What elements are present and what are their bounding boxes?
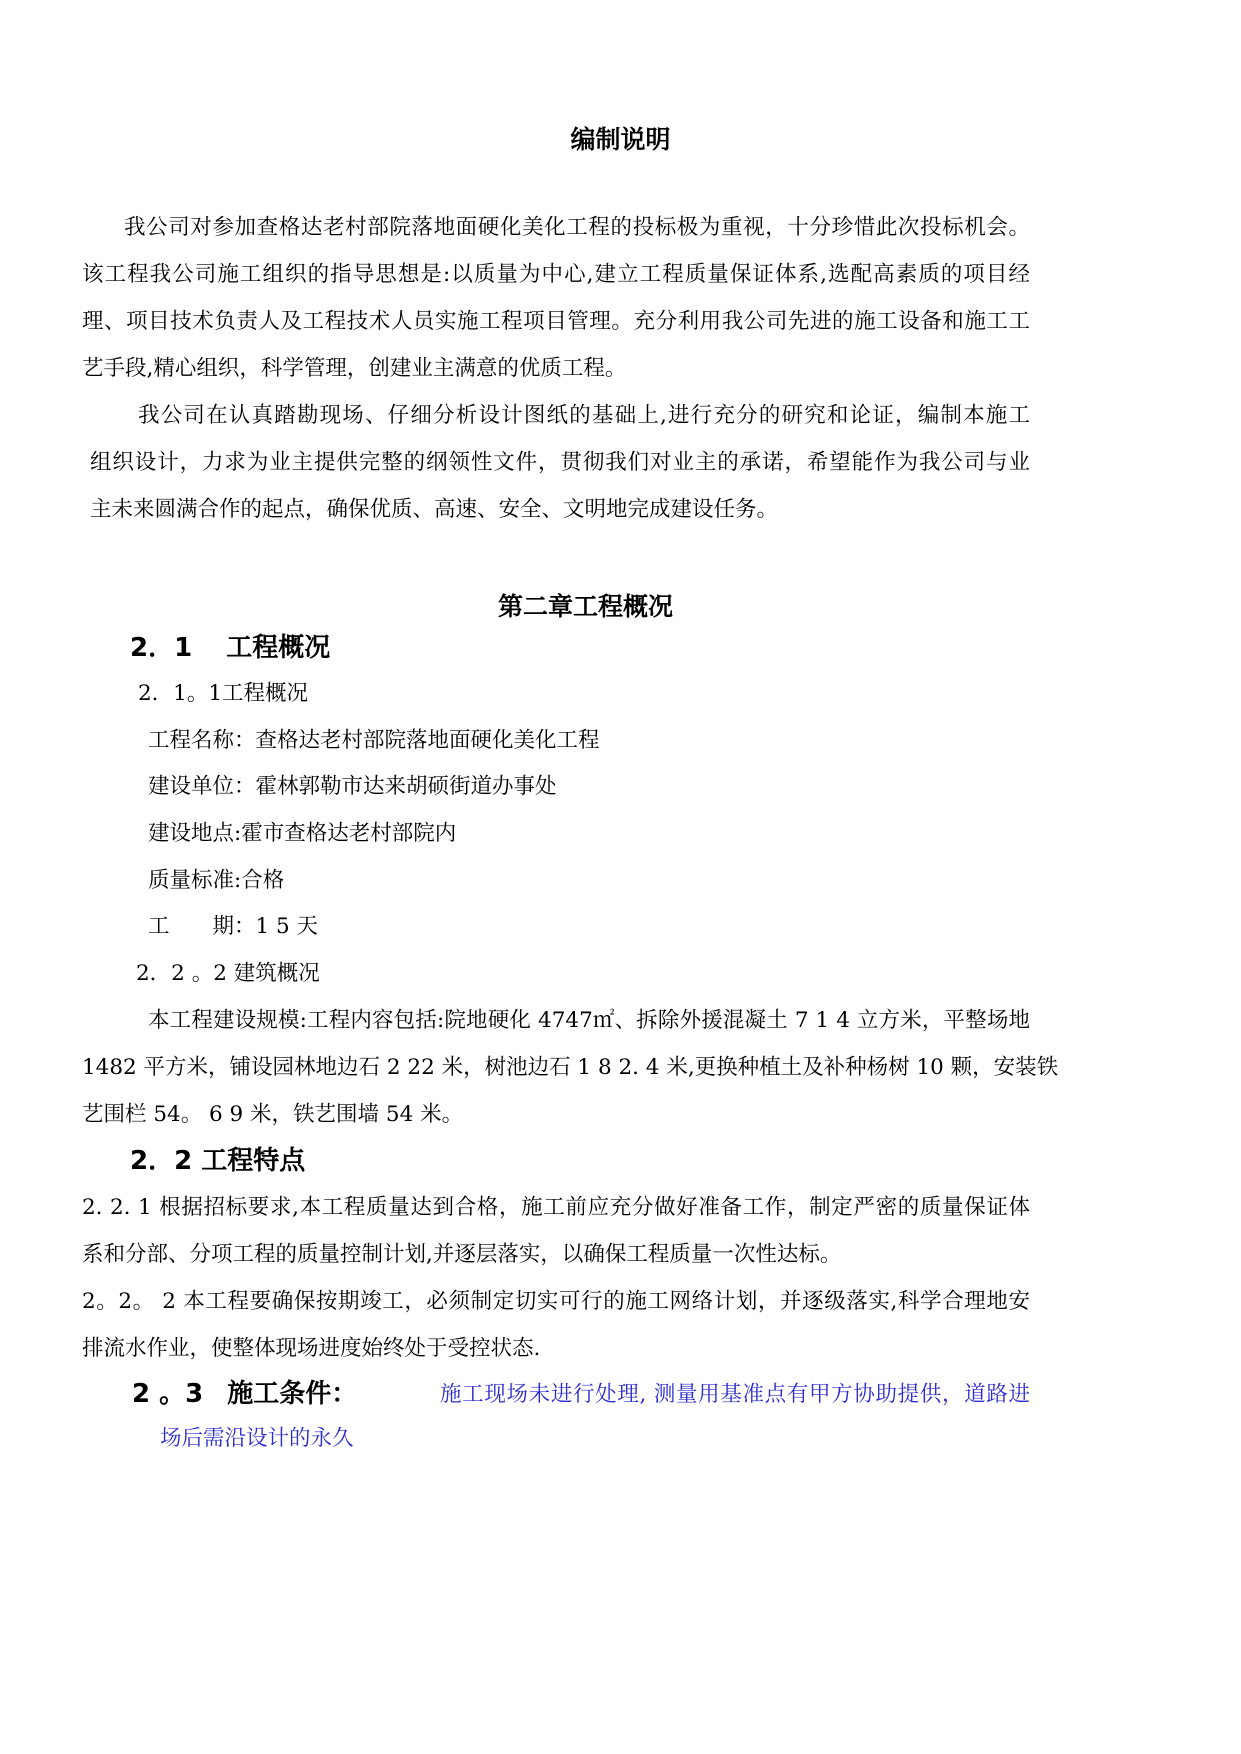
intro-p1-line-3: 理、项目技术负责人及工程技术人员实施工程项目管理。充分利用我公司先进的施工设备和施工工 <box>82 309 1030 334</box>
section-2-3-heading <box>132 1377 357 1411</box>
section-2-1-number: 2．1 <box>130 633 193 663</box>
feature-1-line-2: 系和分部、分项工程的质量控制计划,并逐层落实，以确保工程质量一次性达标。 <box>82 1242 842 1267</box>
section-2-2-2-heading: 2．2 。2 建筑概况 <box>136 961 320 986</box>
construction-unit: 建设单位：霍林郭勒市达来胡硕街道办事处 <box>148 774 557 799</box>
intro-p2-line-3: 主未来圆满合作的起点，确保优质、高速、安全、文明地完成建设任务。 <box>90 497 779 522</box>
scale-line-2: 1482 平方米，铺设园林地边石 2 22 米，树池边石 1 8 2. 4 米,更换种植土及补种杨树 10 颗，安装铁 <box>82 1055 1059 1080</box>
intro-p1-line-2: 该工程我公司施工组织的指导思想是:以质量为中心,建立工程质量保证体系,选配高素质的项目经 <box>82 262 1030 287</box>
project-name: 工程名称：查格达老村部院落地面硬化美化工程 <box>148 728 600 753</box>
construction-site: 建设地点:霍市查格达老村部院内 <box>148 821 457 846</box>
scale-line-3: 艺围栏 54。 6 9 米，铁艺围墙 54 米。 <box>82 1102 464 1127</box>
feature-2-line-1: 2。2。 2 本工程要确保按期竣工，必须制定切实可行的施工网络计划，并逐级落实,科学合理地安 <box>82 1289 1030 1314</box>
chapter-title: 第二章工程概况 <box>497 592 673 621</box>
intro-p1-line-1: 我公司对参加查格达老村部院落地面硬化美化工程的投标极为重视，十分珍惜此次投标机会。 <box>124 215 1030 240</box>
section-2-1-heading <box>130 631 330 665</box>
section-2-1-label: 工程概况 <box>226 633 331 663</box>
feature-2-line-2: 排流水作业，使整体现场进度始终处于受控状态. <box>82 1336 541 1361</box>
section-2-3-label: 施工条件： <box>227 1379 358 1409</box>
section-2-2-heading: 2．2 工程特点 <box>130 1146 306 1176</box>
feature-1-line-1: 2. 2. 1 根据招标要求,本工程质量达到合格，施工前应充分做好准备工作，制定严密的质量保证体 <box>82 1195 1030 1220</box>
section-2-1-1-heading: 2．1。1工程概况 <box>138 681 309 706</box>
duration: 工 期：1 5 天 <box>148 914 319 939</box>
intro-p2-line-1: 我公司在认真踏勘现场、仔细分析设计图纸的基础上,进行充分的研究和论证，编制本施工 <box>138 403 1030 428</box>
conditions-line-2: 场后需沿设计的永久 <box>160 1426 354 1451</box>
quality-standard: 质量标准:合格 <box>148 868 285 893</box>
intro-p2-line-2: 组织设计，力求为业主提供完整的纲领性文件，贯彻我们对业主的承诺，希望能作为我公司与业 <box>90 450 1030 475</box>
document-title: 编制说明 <box>570 125 671 154</box>
intro-p1-line-4: 艺手段,精心组织，科学管理，创建业主满意的优质工程。 <box>82 356 627 381</box>
section-2-3-number: 2 。3 <box>132 1379 204 1409</box>
scale-line-1: 本工程建设规模:工程内容包括:院地硬化 4747㎡、拆除外援混凝土 7 1 4 立方米，平整场地 <box>148 1008 1030 1033</box>
conditions-line-1: 施工现场未进行处理, 测量用基准点有甲方协助提供，道路进 <box>440 1382 1030 1407</box>
